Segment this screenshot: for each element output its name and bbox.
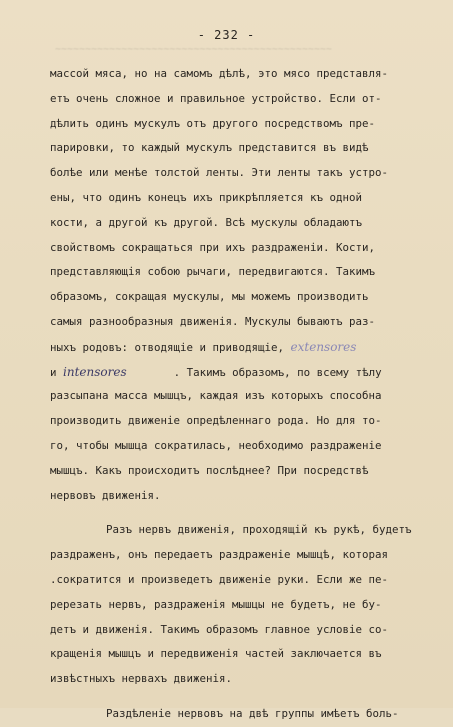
body-text: [50, 62, 420, 727]
text-line: ены, что одинъ конецъ ихъ прикрѣпляется къ одной: [50, 190, 363, 204]
text-line: .сократится и произведетъ движеніе руки. Если же пе-: [50, 572, 389, 586]
text-fragment: . Такимъ образомъ, по всему тѣлу: [173, 365, 382, 379]
handwritten-insertion: intensores: [63, 364, 127, 379]
text-line: дѣлить одинъ мускулъ отъ другого посредствомъ пре-: [50, 116, 376, 130]
paragraph-start-line: Разъ нервъ движенія, проходящій къ рукѣ, будетъ: [106, 523, 412, 537]
text-line: раздраженъ, онъ передаетъ раздраженіе мышцѣ, которая: [50, 548, 389, 562]
text-line: кости, а другой къ другой. Всѣ мускулы обладаютъ: [50, 215, 363, 229]
text-line: болѣе или менѣе толстой ленты. Эти ленты такъ устро-: [50, 166, 389, 180]
bleed-through-text: ~~~~~~~~~~~~~~~~~~~~~~~~~~~~~~~~~~~~~~~~~~~~~~: [55, 44, 332, 55]
text-line: [50, 360, 420, 385]
text-line: ререзать нервъ, раздраженія мышцы не будетъ, не бу-: [50, 597, 382, 611]
text-line: етъ очень сложное и правильное устройство. Если от-: [50, 91, 382, 105]
text-line: разсыпана масса мышцъ, каждая изъ которыхъ способна: [50, 389, 382, 403]
text-line: кращенія мышцъ и передвиженія частей заключается въ: [50, 647, 382, 661]
text-line: нервовъ движенія.: [50, 488, 161, 502]
text-line: массой мяса, но на самомъ дѣлѣ, это мясо представля-: [50, 67, 389, 80]
text-line: образомъ, сокращая мускулы, мы можемъ производить: [50, 290, 369, 304]
handwritten-insertion: extensores: [290, 339, 357, 354]
paragraph-start-line: Раздѣленіе нервовъ на двѣ группы имѣетъ боль-: [106, 706, 399, 720]
text-fragment: и: [50, 365, 57, 379]
page-number: - 232 -: [197, 28, 256, 42]
text-line: парировки, то каждый мускулъ представится въ видѣ: [50, 141, 369, 155]
text-line: [50, 335, 420, 360]
text-line: самыя разнообразныя движенія. Мускулы бываютъ раз-: [50, 314, 376, 328]
text-line: свойствомъ сокращаться при ихъ раздраженіи. Кости,: [50, 240, 376, 254]
text-fragment: ныхъ родовъ: отводящіе и приводящіе,: [50, 340, 285, 354]
text-line: мышцъ. Какъ происходитъ послѣднее? При посредствѣ: [50, 463, 369, 477]
text-line: извѣстныхъ нервахъ движенія.: [50, 672, 233, 686]
text-line: представляющія собою рычаги, передвигаются. Такимъ: [50, 265, 376, 279]
text-line: производить движеніе опредѣленнаго рода. Но для то-: [50, 414, 382, 428]
text-line: го, чтобы мышца сократилась, необходимо раздраженіе: [50, 438, 382, 452]
text-line: детъ и движенія. Такимъ образомъ главное условіе со-: [50, 622, 389, 636]
